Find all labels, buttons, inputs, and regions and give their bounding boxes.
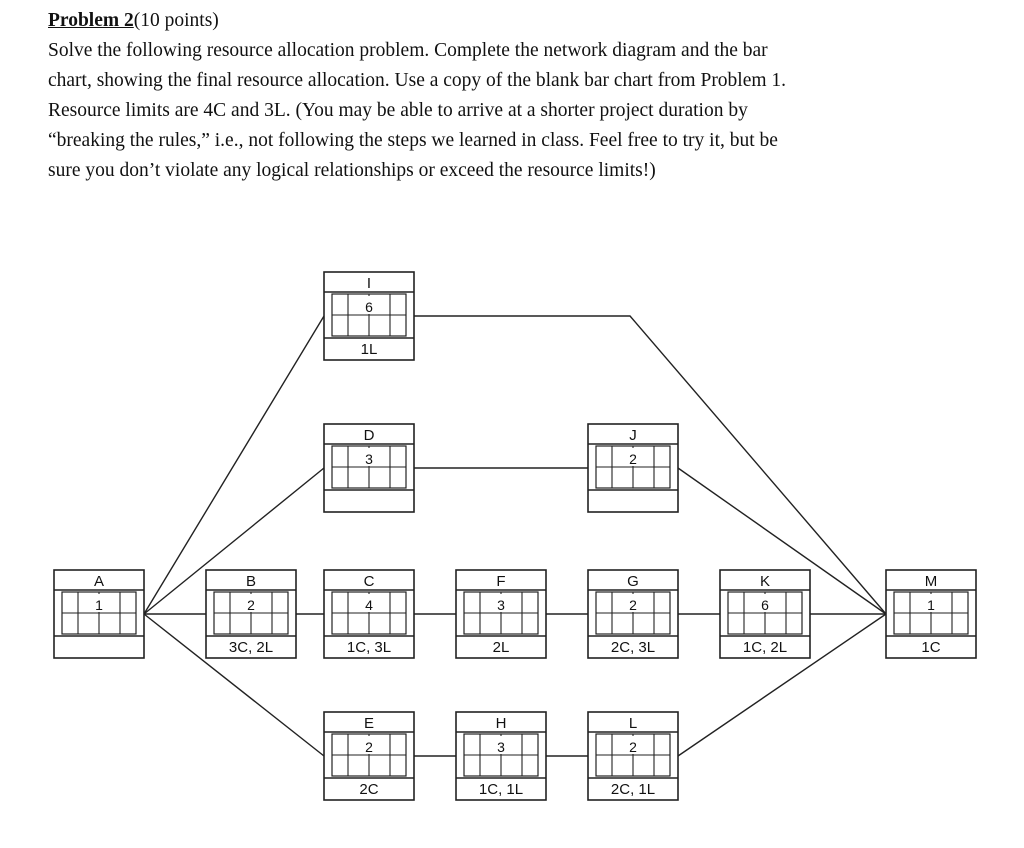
node-duration: 1 (927, 597, 935, 613)
node-K (720, 570, 810, 658)
problem-line-1: Solve the following resource allocation problem. Complete the network diagram and the bar (48, 40, 768, 61)
node-id-label: A (93, 573, 105, 590)
node-id-label: F (496, 573, 506, 590)
node-resources: 3C, 2L (228, 639, 274, 656)
node-id-label: H (495, 715, 507, 732)
node-duration: 1 (95, 597, 103, 613)
node-G (588, 570, 678, 658)
node-duration: 3 (497, 739, 505, 755)
node-H (456, 712, 546, 800)
node-D (324, 424, 414, 512)
node-resources: 2L (492, 639, 510, 656)
node-resources: 1L (360, 341, 378, 358)
problem-line-3: Resource limits are 4C and 3L. (You may be able to arrive at a shorter project duration by (48, 100, 748, 121)
node-duration: 6 (761, 597, 769, 613)
node-id-label: C (363, 573, 375, 590)
node-id-label: L (628, 715, 638, 732)
node-I (324, 272, 414, 360)
node-A (54, 570, 144, 658)
node-duration: 3 (497, 597, 505, 613)
node-B (206, 570, 296, 658)
problem-title: Problem 2 (48, 10, 134, 31)
node-id-label: J (629, 427, 637, 444)
node-L (588, 712, 678, 800)
node-resources: 1C, 1L (478, 781, 524, 798)
node-id-label: B (245, 573, 257, 590)
node-resources: 1C, 2L (742, 639, 788, 656)
problem-points: (10 points) (133, 10, 219, 31)
node-id-label: M (924, 573, 938, 590)
node-duration: 2 (629, 451, 637, 467)
node-id-label: D (363, 427, 375, 444)
node-F (456, 570, 546, 658)
node-duration: 2 (365, 739, 373, 755)
node-duration: 2 (629, 597, 637, 613)
node-C (324, 570, 414, 658)
node-E (324, 712, 414, 800)
node-M (886, 570, 976, 658)
node-J (588, 424, 678, 512)
node-resources: 2C, 3L (610, 639, 656, 656)
node-id-label: E (363, 715, 375, 732)
node-resources: 1C (921, 639, 941, 656)
problem-line-4: “breaking the rules,” i.e., not following the steps we learned in class. Feel free to try it, but be (48, 130, 778, 151)
node-duration: 2 (629, 739, 637, 755)
node-id-label: I (366, 275, 372, 292)
node-id-label: K (759, 573, 771, 590)
node-resources: 2C (359, 781, 379, 798)
node-duration: 4 (365, 597, 373, 613)
node-duration: 3 (365, 451, 373, 467)
node-duration: 2 (247, 597, 255, 613)
node-resources: 2C, 1L (610, 781, 656, 798)
node-id-label: G (627, 573, 639, 590)
problem-line-2: chart, showing the final resource allocation. Use a copy of the blank bar chart from Problem 1. (48, 70, 787, 91)
node-resources: 1C, 3L (346, 639, 392, 656)
nodes (54, 272, 976, 800)
node-duration: 6 (365, 299, 373, 315)
problem-line-5: sure you don’t violate any logical relationships or exceed the resource limits!) (48, 160, 656, 181)
edges (144, 316, 886, 756)
